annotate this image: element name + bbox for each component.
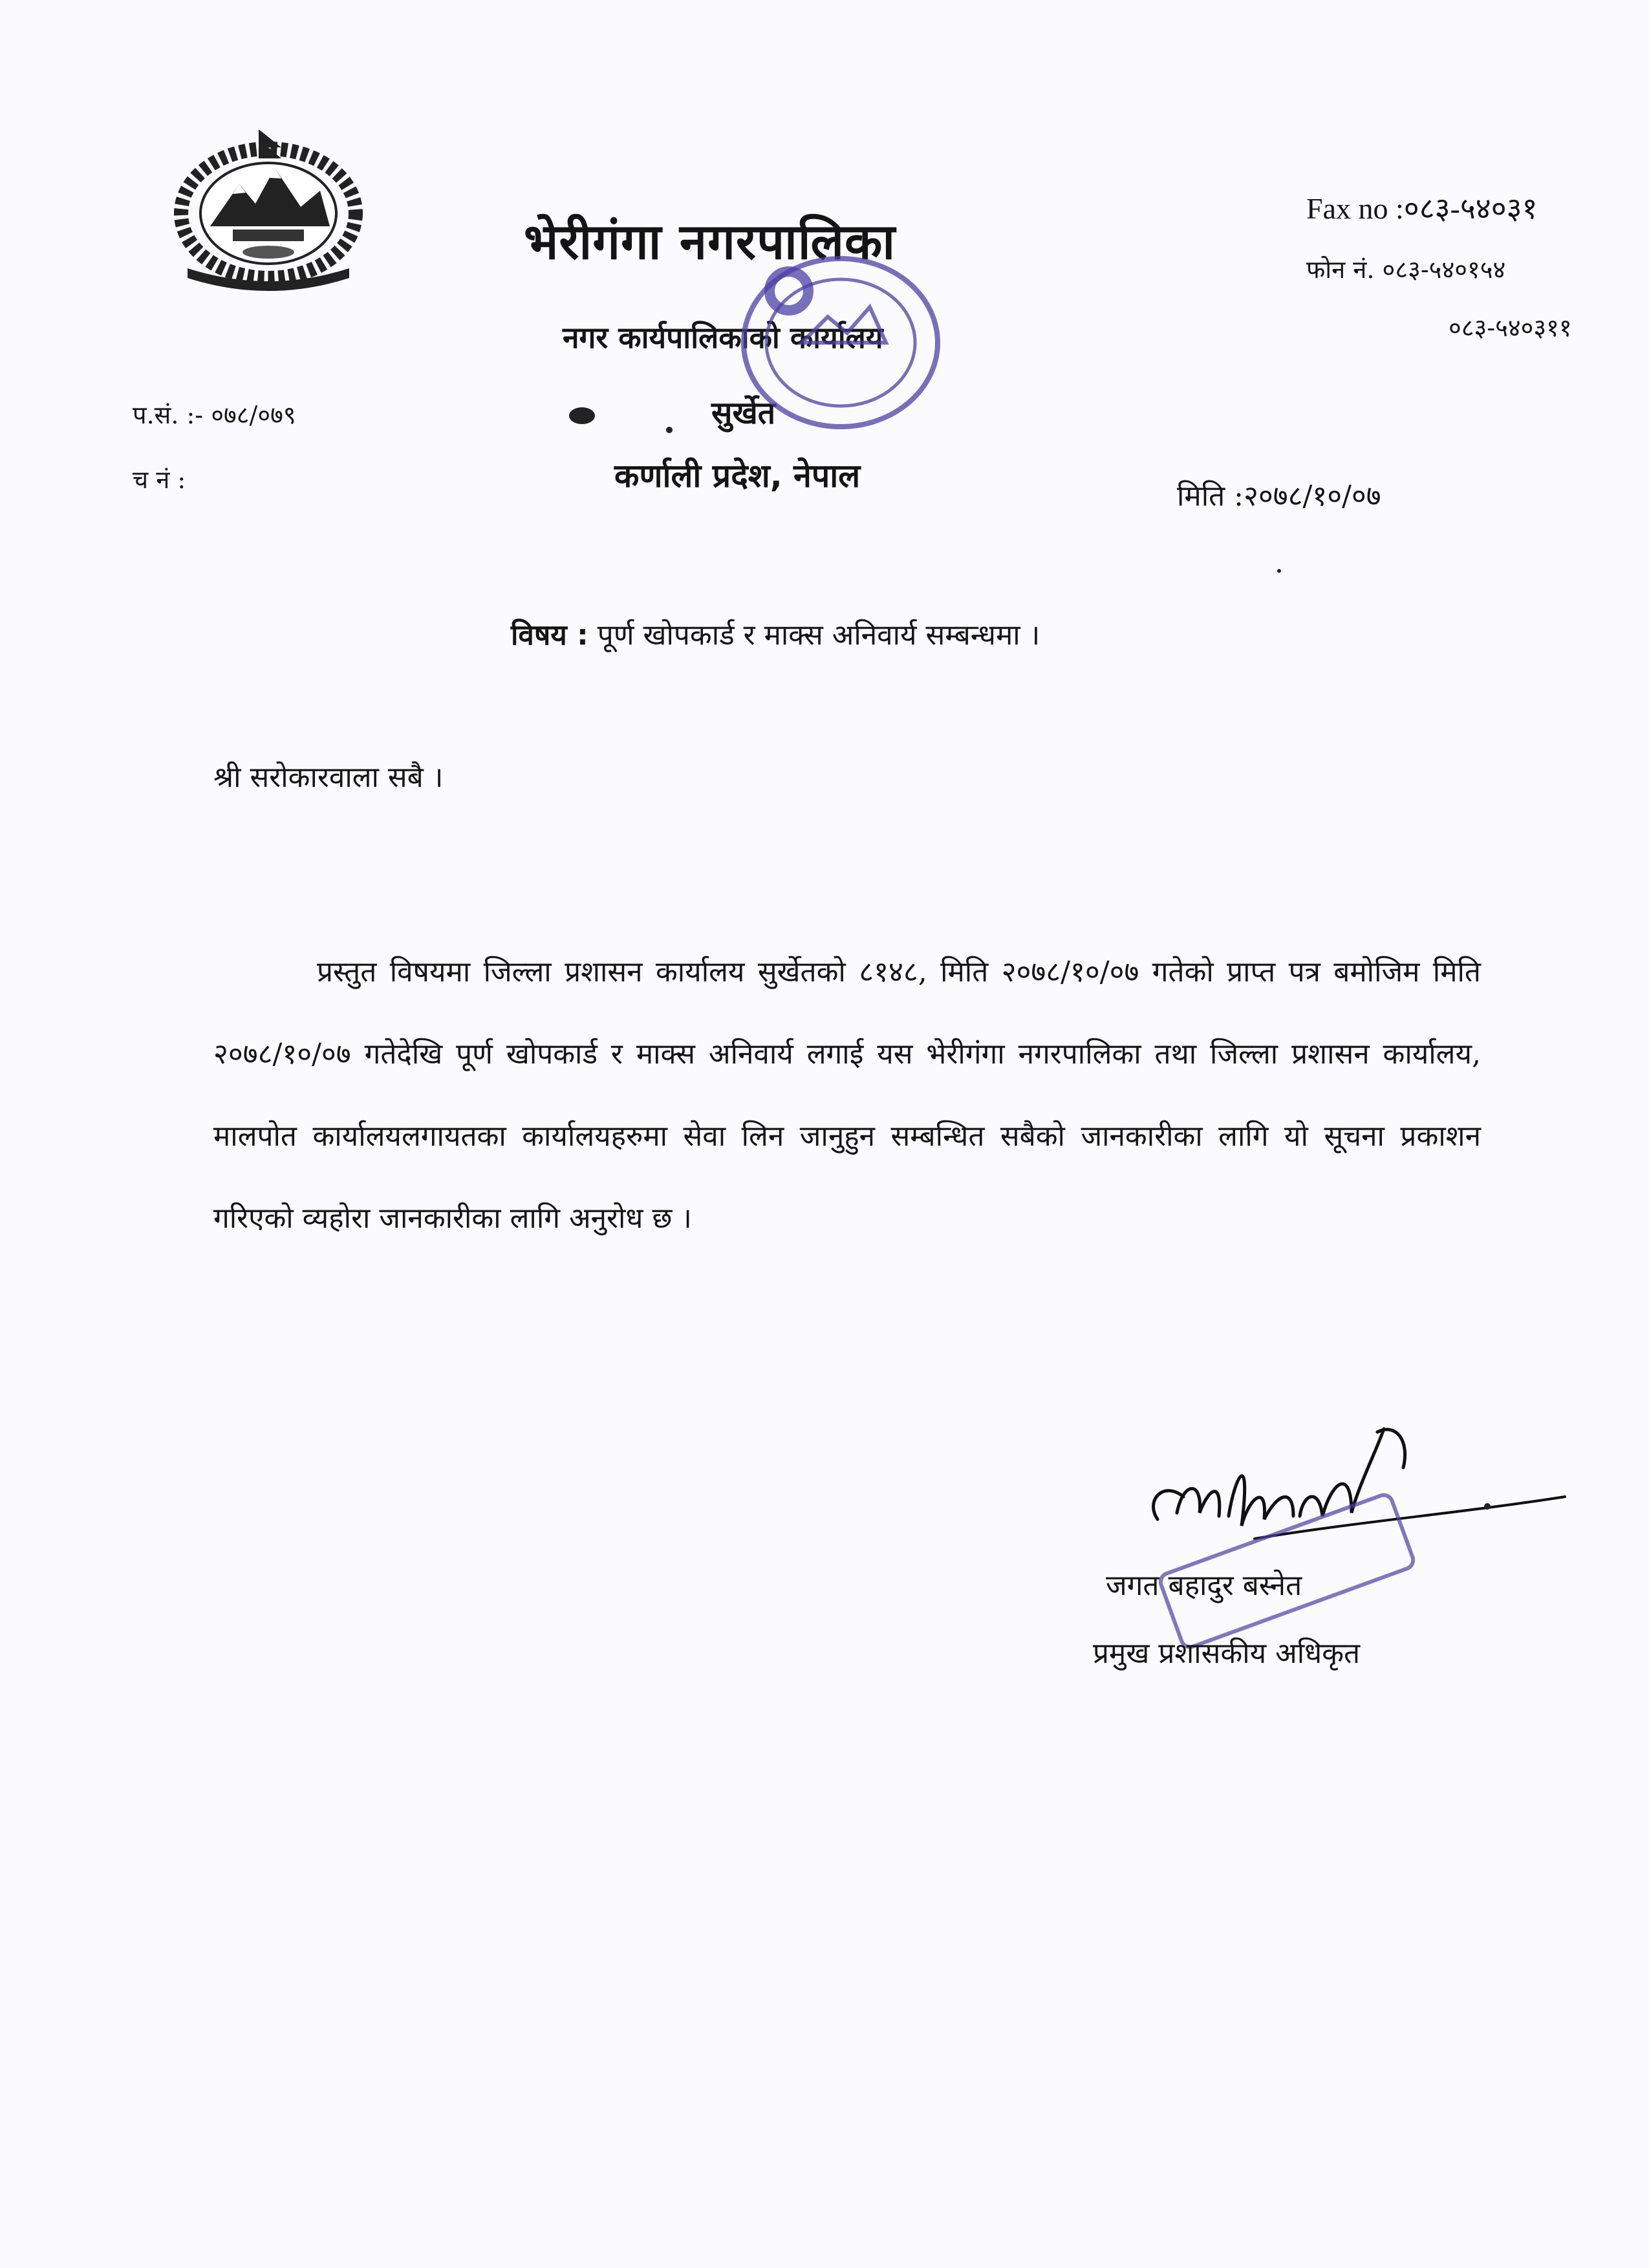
nepal-emblem-icon	[162, 123, 375, 291]
subject-label: विषय :	[511, 619, 588, 652]
phone-number-1: फोन नं. ०८३-५४०१५४	[1306, 255, 1506, 284]
dispatch-number: च नं :	[133, 465, 186, 494]
subject-line	[511, 614, 1040, 653]
phone-number-2: ०८३-५४०३११	[1449, 314, 1572, 342]
scan-speck	[1277, 569, 1281, 573]
signatory-name: जगत बहादुर बस्नेत	[1106, 1569, 1302, 1602]
letter-reference-number: प.सं. :- ०७८/०७९	[133, 401, 296, 429]
scan-speck	[666, 427, 673, 433]
city-name: सुर्खेत	[711, 395, 776, 431]
scan-speck	[569, 407, 595, 424]
office-name: नगर कार्यपालिकाको कार्यालय	[563, 320, 883, 355]
province-name: कर्णाली प्रदेश, नेपाल	[614, 457, 861, 495]
letter-body: प्रस्तुत विषयमा जिल्ला प्रशासन कार्यालय सुर्खेतको ८१४८, मिति २०७८/१०/०७ गतेको प्राप्त पत्र बमोजिम मिति २०७८/१०/०७ गतेदेखि पूर्ण खोपकार्ड र माक्स अनिवार्य लगाई यस भेरीगंगा नगरपालिका तथा जिल्ला प्रशासन कार्यालय, मालपोत कार्यालयलगायतका कार्यालयहरुमा सेवा लिन जानुहुन सम्बन्धित सबैको जानकारीका लागि यो सूचना प्रकाशन गरिएको व्यहोरा जानकारीका लागि अनुरोध छ ।	[213, 956, 1481, 1235]
organization-name: भेरीगंगा नगरपालिका	[524, 213, 896, 270]
fax-number: Fax no :०८३-५४०३१	[1306, 192, 1538, 225]
addressee: श्री सरोकारवाला सबै ।	[213, 761, 444, 794]
signatory-title: प्रमुख प्रशासकीय अधिकृत	[1093, 1637, 1361, 1670]
letter-date: मिति :२०७८/१०/०७	[1177, 480, 1381, 513]
office-seal-stamp	[731, 246, 951, 440]
subject-text: पूर्ण खोपकार्ड र माक्स अनिवार्य सम्बन्धमा ।	[597, 619, 1040, 652]
scan-speck	[1484, 1503, 1491, 1510]
